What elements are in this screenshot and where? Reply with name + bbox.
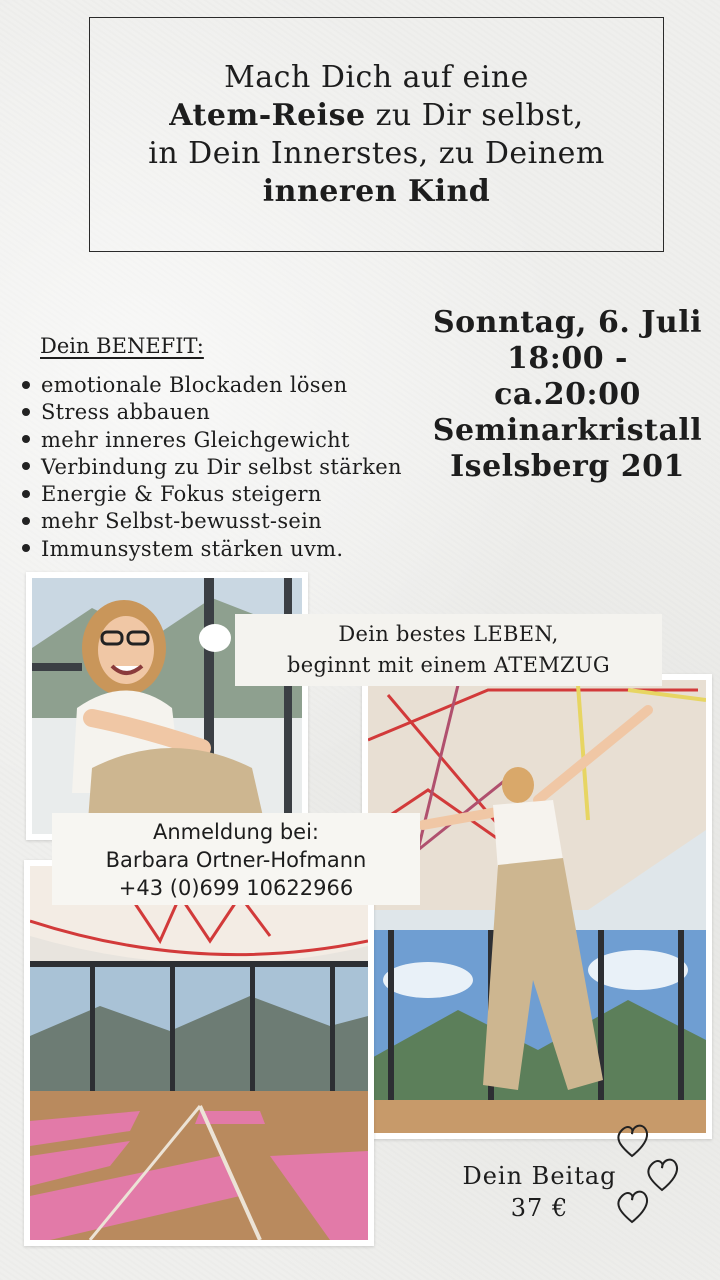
fee-info [452,1160,627,1224]
event-address: Iselsberg 201 [450,449,685,484]
quote-box [235,614,662,686]
photo-woman-dancing [362,674,712,1139]
signup-name: Barbara Ortner-Hofmann [105,848,367,872]
photo-woman-sitting [26,572,308,840]
benefit-item: Stress abbauen [22,399,402,426]
benefit-item: mehr inneres Gleichgewicht [22,427,402,454]
benefit-item: Energie & Fokus steigern [22,481,402,508]
photo-yoga-room [24,860,374,1246]
headline-line-2 [169,97,583,135]
bullet-icon [22,490,30,498]
yoga-room-illustration [30,866,368,1240]
event-date: Sonntag, 6. Juli [432,305,703,340]
benefit-item: emotionale Blockaden lösen [22,372,402,399]
quote-line-1: Dein bestes LEBEN, [338,622,559,646]
event-time: 18:00 - ca.20:00 [494,341,641,412]
benefit-item: Verbindung zu Dir selbst stärken [22,454,402,481]
headline-line-4: inneren Kind [262,173,491,209]
bullet-icon [22,435,30,443]
bullet-icon [22,544,30,552]
bullet-icon [22,381,30,389]
headline-line-2-rest: zu Dir selbst, [365,97,584,133]
quote-line-2: beginnt mit einem ATEMZUG [286,653,611,677]
signup-box [52,813,420,905]
headline-atem-reise: Atem-Reise [169,97,366,133]
signup-phone[interactable]: +43 (0)699 10622966 [118,876,354,900]
headline-box [89,17,664,252]
event-info [430,305,705,485]
event-venue: Seminarkristall [432,413,703,448]
bullet-icon [22,517,30,525]
fee-label: Dein Beitag [462,1162,617,1190]
benefit-list [22,372,402,563]
bullet-icon [22,408,30,416]
hearts-icon [610,1112,690,1232]
benefit-item: mehr Selbst-bewusst-sein [22,508,402,535]
signup-label: Anmeldung bei: [152,820,319,844]
woman-dancing-illustration [368,680,706,1133]
headline-line-3: in Dein Innerstes, zu Deinem [148,135,605,171]
bullet-icon [22,462,30,470]
headline-line-1: Mach Dich auf eine [224,59,529,95]
benefit-item: Immunsystem stärken uvm. [22,536,402,563]
benefit-title: Dein BENEFIT: [40,334,204,358]
fee-amount: 37 € [510,1194,569,1222]
